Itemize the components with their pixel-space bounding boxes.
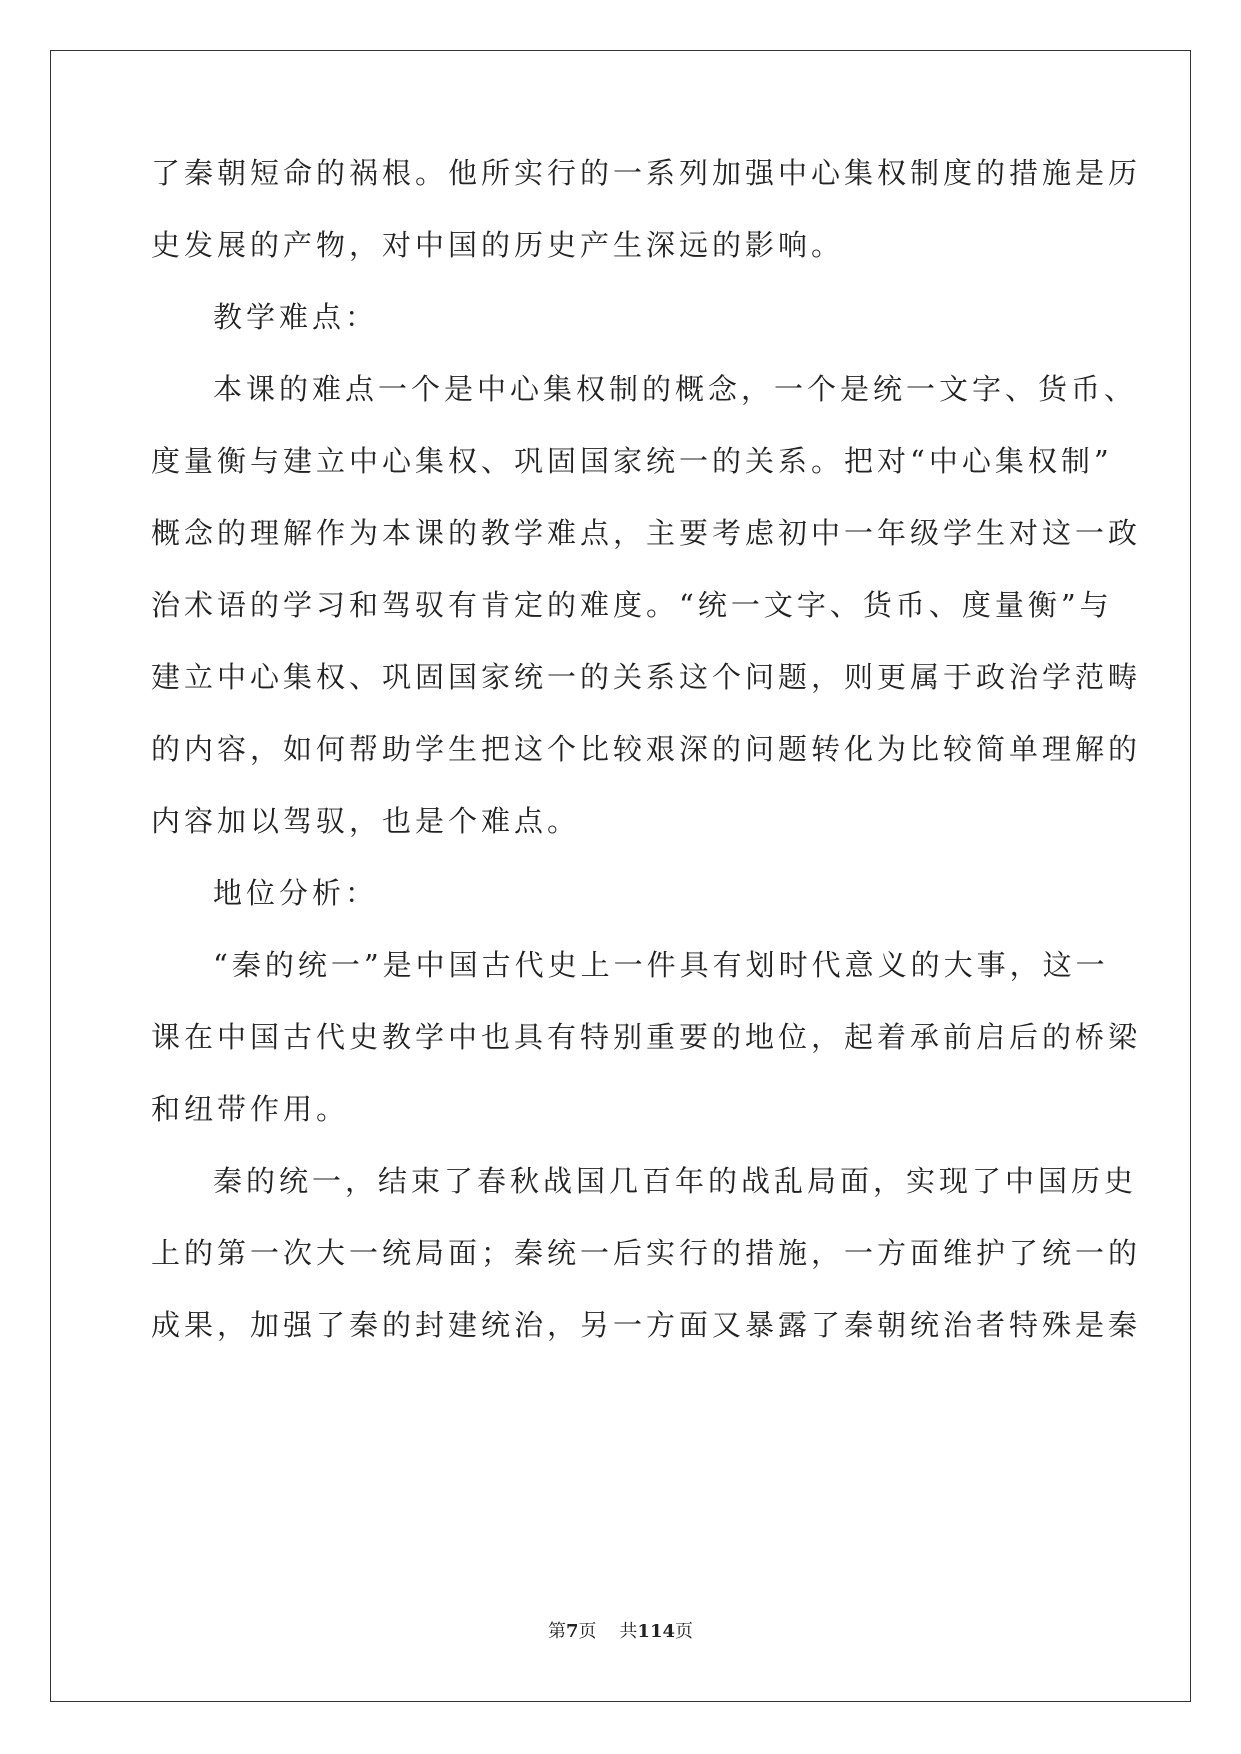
- text-line: 度量衡与建立中心集权、巩固国家统一的关系。把对“中心集权制”: [151, 444, 1113, 478]
- footer-total-pages: 114: [637, 1621, 675, 1642]
- text-line: 和纽带作用。: [151, 1092, 350, 1126]
- footer-prefix: 第: [548, 1621, 566, 1642]
- page-footer: [0, 1620, 1241, 1644]
- section-heading-position: 地位分析：: [213, 876, 379, 910]
- text-line: 内容加以驾驭，也是个难点。: [151, 804, 581, 838]
- footer-total-prefix: 共: [619, 1621, 638, 1642]
- text-line: 上的第一次大一统局面；秦统一后实行的措施，一方面维护了统一的: [151, 1236, 1142, 1270]
- text-line: 建立中心集权、巩固国家统一的关系这个问题，则更属于政治学范畴: [151, 660, 1142, 694]
- text-line: 的内容，如何帮助学生把这个比较艰深的问题转化为比较简单理解的: [151, 732, 1142, 766]
- text-line: 本课的难点一个是中心集权制的概念，一个是统一文字、货币、: [213, 372, 1138, 406]
- text-line: 课在中国古代史教学中也具有特别重要的地位，起着承前启后的桥梁: [151, 1020, 1142, 1054]
- footer-total-unit: 页: [675, 1621, 693, 1642]
- text-line: 秦的统一，结束了春秋战国几百年的战乱局面，实现了中国历史: [213, 1164, 1138, 1198]
- text-line: 治术语的学习和驾驭有肯定的难度。“统一文字、货币、度量衡”与: [151, 588, 1113, 622]
- section-heading-difficulty: 教学难点：: [213, 300, 379, 334]
- text-line: 成果，加强了秦的封建统治，另一方面又暴露了秦朝统治者特殊是秦: [151, 1308, 1142, 1342]
- text-line: 了秦朝短命的祸根。他所实行的一系列加强中心集权制度的措施是历: [151, 156, 1142, 190]
- footer-page-unit: 页: [578, 1621, 597, 1642]
- footer-page-number: 7: [566, 1621, 579, 1642]
- text-line: 史发展的产物，对中国的历史产生深远的影响。: [151, 228, 845, 262]
- text-line: “秦的统一”是中国古代史上一件具有划时代意义的大事，这一: [213, 948, 1109, 982]
- text-line: 概念的理解作为本课的教学难点，主要考虑初中一年级学生对这一政: [151, 516, 1142, 550]
